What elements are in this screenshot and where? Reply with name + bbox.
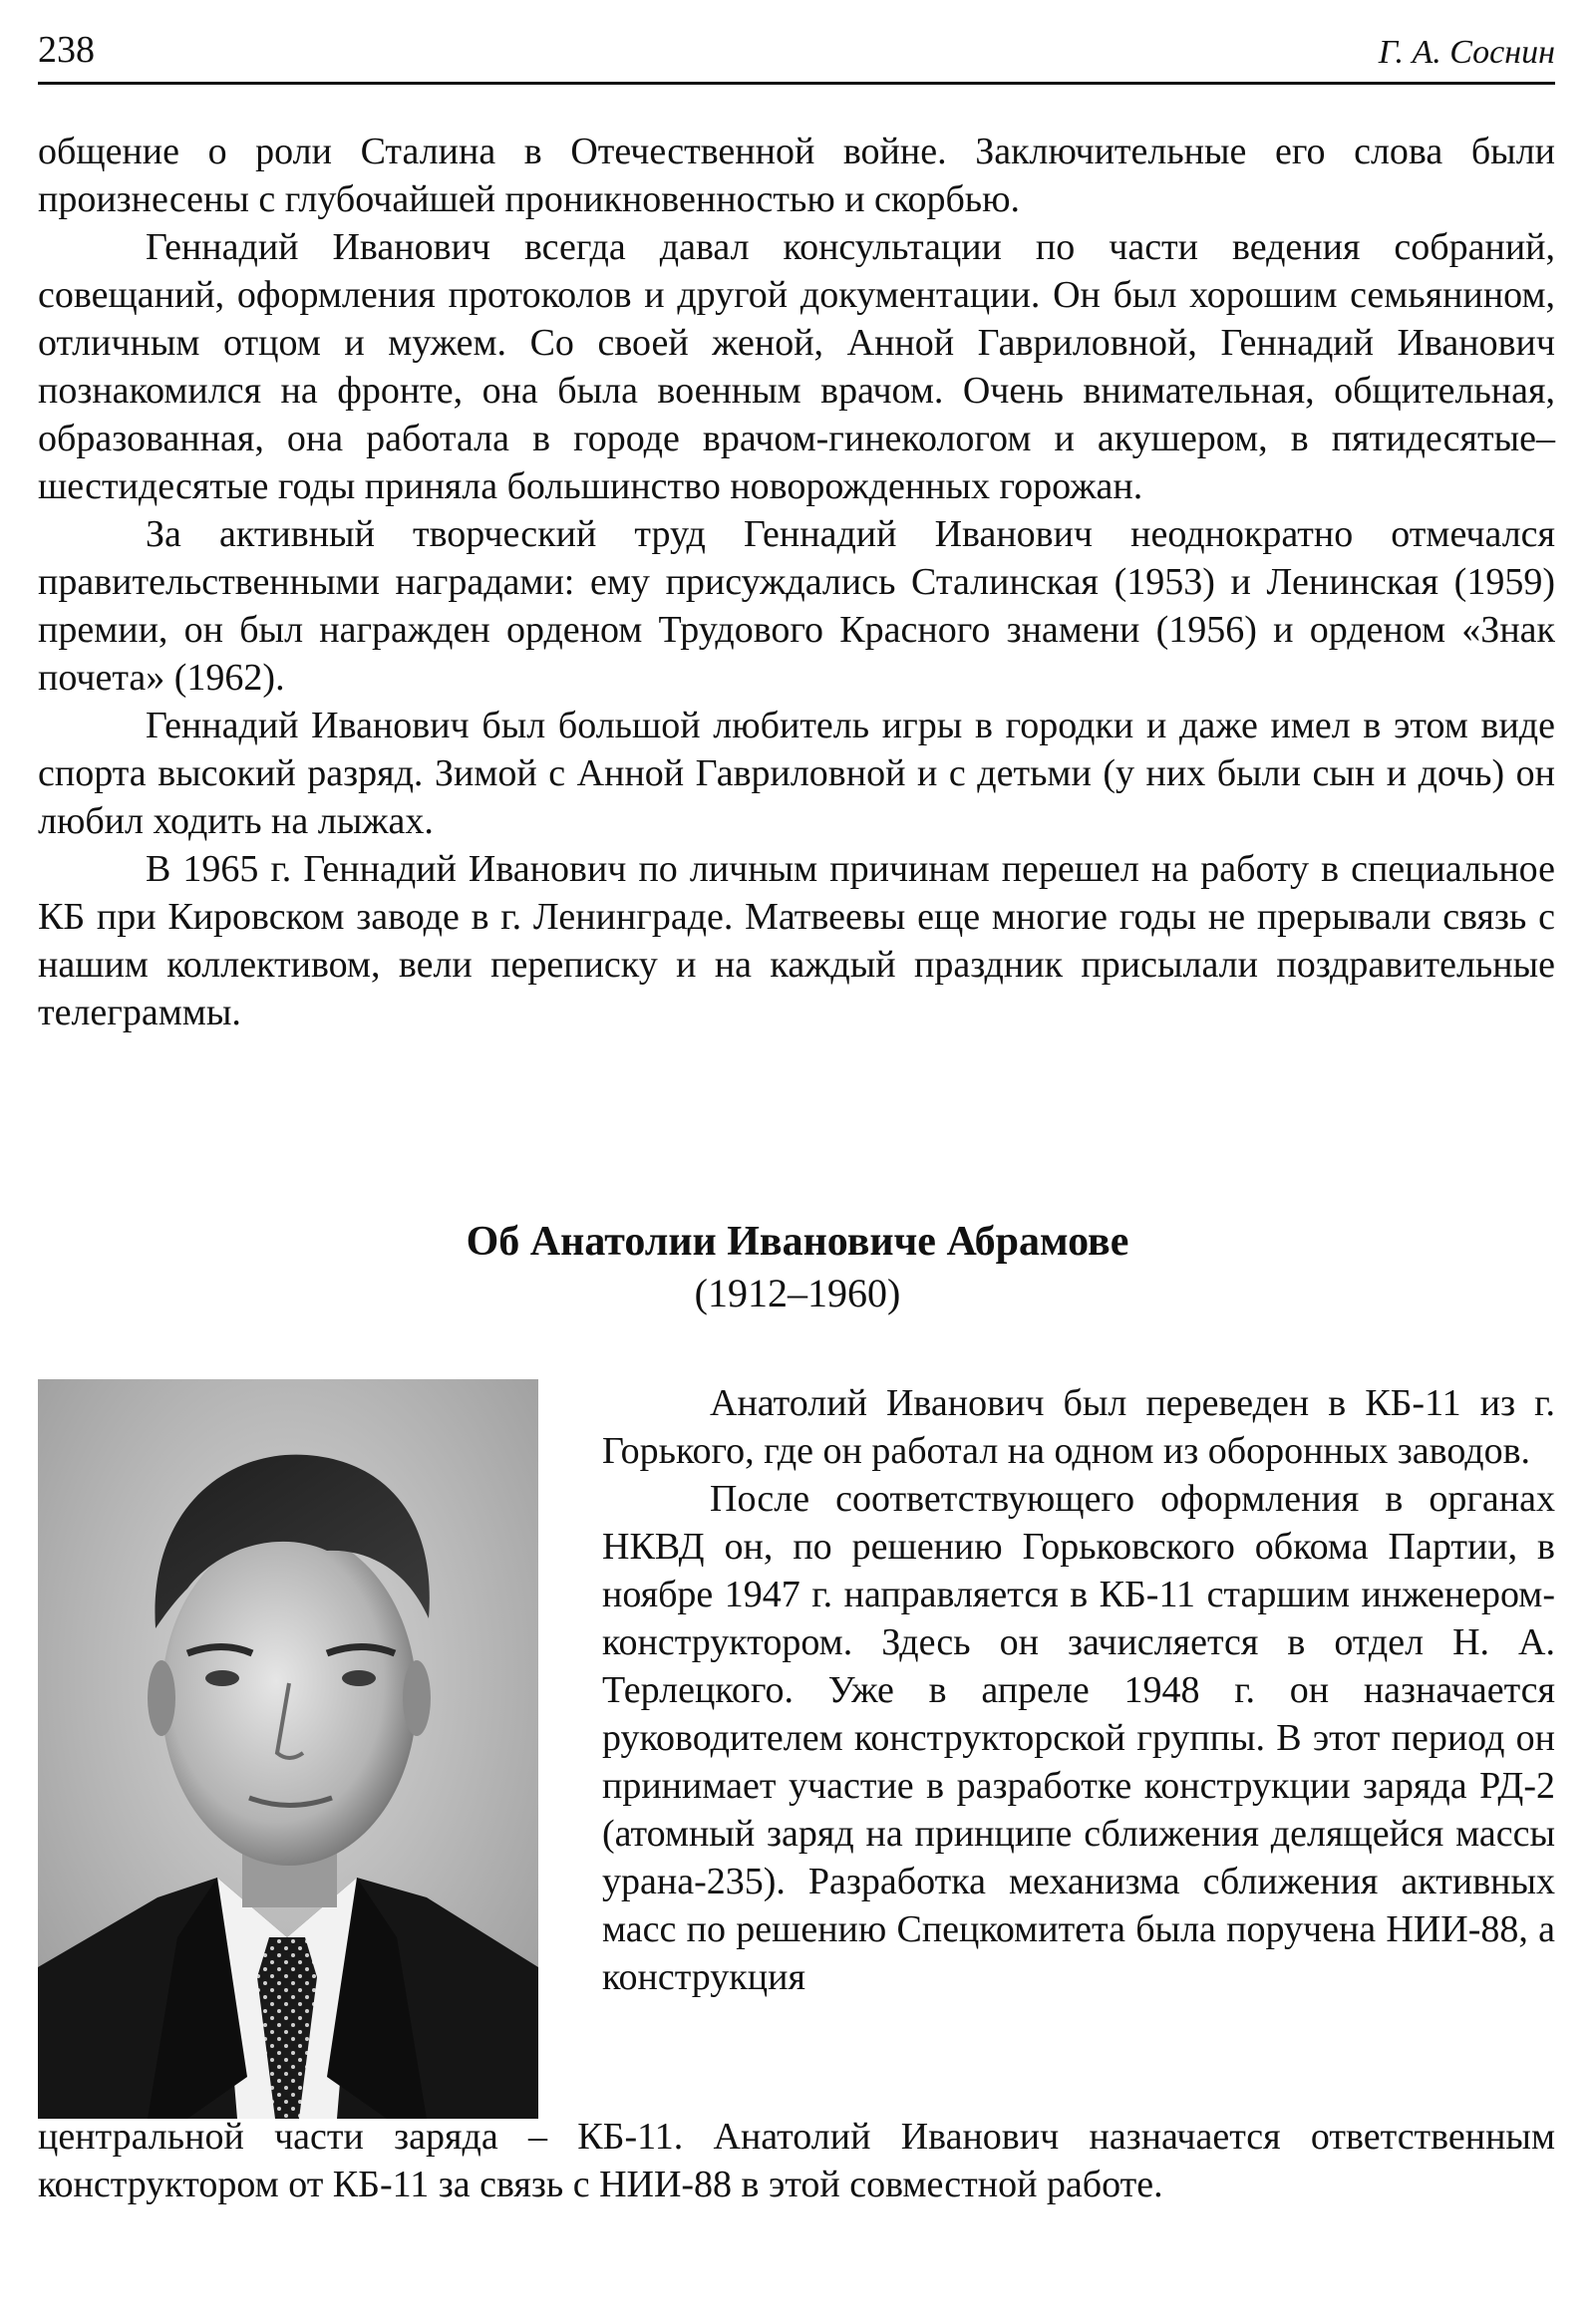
wrapped-text [602,1379,1555,2001]
running-head [38,22,1555,80]
paragraph-transfer-kb11: Анатолий Иванович был переведен в КБ-11 из г. Горького, где он работал на одном из оборонных заводов. [602,1382,1555,1472]
portrait-photo [38,1379,538,2119]
body-text [38,128,1555,1036]
paragraph-consultations: Геннадий Иванович всегда давал консультации по части ведения собраний, совещаний, оформления протоколов и другой документации. Он был хорошим семьянином, отличным отцом и мужем. Со своей женой, Анной Гавриловной, Геннадий Иванович познакомился на фронте, она была военным врачом. Очень внимательная, общительная, образованная, она работала в городе врачом-гинекологом и акушером, в пятидесятые–шестидесятые годы приняла большинство новорожденных горожан. [38,226,1555,507]
section-years: (1912–1960) [694,1271,901,1315]
paragraph-career: После соответствующего оформления в органах НКВД он, по решению Горьковского обкома Партии, в ноябре 1947 г. направляется в КБ-11 старшим инженером-конструктором. Здесь он зачисляется в отдел Н. А. Терлецкого. Уже в апреле 1948 г. он назначается руководителем конструкторской группы. В этот период он принимает участие в разработке конструкции заряда РД-2 (атомный заряд на принципе сближения делящейся массы урана-235). Разработка механизма сближения активных масс по решению Спецкомитета была поручена НИИ-88, а конструкция [602,1478,1555,1998]
tail-text [38,2113,1555,2208]
paragraph-tail: центральной части заряда – КБ-11. Анатолий Иванович назначается ответственным конструктором от КБ-11 за связь с НИИ-88 в этой совместной работе. [38,2116,1555,2205]
header-author: Г. А. Соснин [1378,34,1555,71]
section-title: Об Анатолии Ивановиче Абрамове [466,1219,1129,1265]
paragraph-continued: общение о роли Сталина в Отечественной войне. Заключительные его слова были произнесены с глубочайшей проникновенностью и скорбью. [38,131,1555,220]
header-rule [38,82,1555,85]
section-heading [0,1216,1595,1319]
portrait-image [38,1379,538,2119]
paragraph-hobbies: Геннадий Иванович был большой любитель игры в городки и даже имел в этом виде спорта высокий разряд. Зимой с Анной Гавриловной и с детьми (у них были сын и дочь) он любил ходить на лыжах. [38,705,1555,842]
page-number: 238 [38,29,95,71]
paragraph-transfer: В 1965 г. Геннадий Иванович по личным причинам перешел на работу в специальное КБ при Кировском заводе в г. Ленинграде. Матвеевы еще многие годы не прерывали связь с нашим коллективом, вели переписку и на каждый праздник присылали поздравительные телеграммы. [38,848,1555,1033]
paragraph-awards: За активный творческий труд Геннадий Иванович неоднократно отмечался правительственными наградами: ему присуждались Сталинская (1953) и Ленинская (1959) премии, он был награжден орденом Трудового Красного знамени (1956) и орденом «Знак почета» (1962). [38,513,1555,699]
